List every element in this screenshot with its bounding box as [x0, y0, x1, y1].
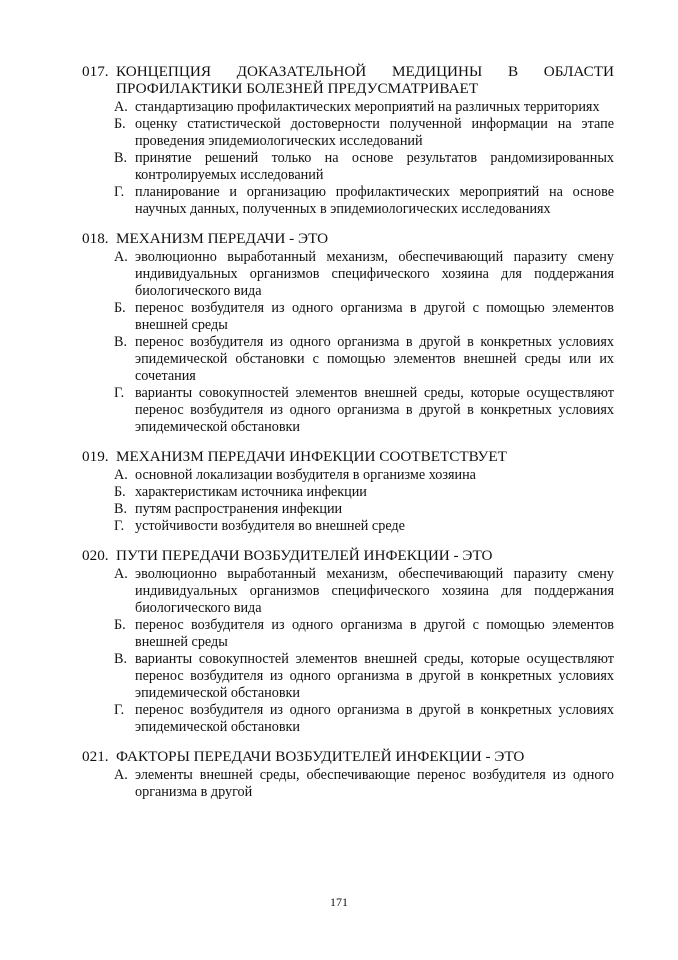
option-letter: В.	[114, 651, 128, 667]
question-021	[82, 748, 614, 801]
option-letter: Г.	[114, 518, 125, 534]
option-text: варианты совокупностей элементов внешней среды, которые осуществляют перенос возбудителя из одного организма в другой в конкретных условиях эпидемической обстановки	[135, 651, 614, 701]
answer-option	[114, 501, 614, 518]
answer-option	[114, 651, 614, 702]
answer-option	[114, 566, 614, 617]
answer-option	[114, 150, 614, 184]
question-number: 018.	[82, 230, 109, 247]
answer-option	[114, 767, 614, 801]
question-number: 017.	[82, 63, 109, 80]
option-letter: Б.	[114, 617, 126, 633]
question-019	[82, 448, 614, 535]
option-text: принятие решений только на основе результатов рандомизированных контролируемых исследований	[135, 150, 614, 183]
answer-option	[114, 484, 614, 501]
question-number: 020.	[82, 547, 109, 564]
document-page	[82, 63, 614, 813]
answer-option	[114, 385, 614, 436]
option-text: перенос возбудителя из одного организма в другой с помощью элементов внешней среды	[135, 617, 614, 650]
answer-options	[114, 467, 614, 535]
page-number: 171	[330, 895, 348, 909]
answer-option	[114, 467, 614, 484]
option-text: варианты совокупностей элементов внешней среды, которые осуществляют перенос возбудителя из одного организма в другой в конкретных условиях эпидемической обстановки	[135, 385, 614, 435]
option-text: стандартизацию профилактических мероприятий на различных территориях	[135, 99, 600, 115]
question-018	[82, 230, 614, 436]
option-text: планирование и организацию профилактических мероприятий на основе научных данных, полученных в эпидемиологических исследованиях	[135, 184, 614, 217]
option-letter: А.	[114, 467, 128, 483]
answer-option	[114, 116, 614, 150]
option-letter: Б.	[114, 484, 126, 500]
answer-option	[114, 184, 614, 218]
option-text: эволюционно выработанный механизм, обеспечивающий паразиту смену индивидуальных организмов специфического хозяина для поддержания биологического вида	[135, 249, 614, 299]
answer-option	[114, 99, 614, 116]
option-text: перенос возбудителя из одного организма в другой в конкретных условиях эпидемической обстановки	[135, 702, 614, 735]
question-title: МЕХАНИЗМ ПЕРЕДАЧИ ИНФЕКЦИИ СООТВЕТСТВУЕТ	[116, 448, 507, 465]
option-text: основной локализации возбудителя в организме хозяина	[135, 467, 476, 483]
option-letter: Г.	[114, 385, 125, 401]
option-letter: А.	[114, 767, 128, 783]
question-title: МЕХАНИЗМ ПЕРЕДАЧИ - ЭТО	[116, 230, 329, 247]
option-text: устойчивости возбудителя во внешней среде	[135, 518, 405, 534]
option-letter: В.	[114, 501, 128, 517]
option-letter: В.	[114, 334, 128, 350]
option-text: элементы внешней среды, обеспечивающие перенос возбудителя из одного организма в другой	[135, 767, 614, 800]
option-text: оценку статистической достоверности полученной информации на этапе проведения эпидемиологических исследований	[135, 116, 614, 149]
answer-options	[114, 99, 614, 218]
answer-options	[114, 767, 614, 801]
question-number: 021.	[82, 748, 109, 765]
answer-options	[114, 566, 614, 736]
option-text: характеристикам источника инфекции	[135, 484, 367, 500]
option-letter: Б.	[114, 116, 126, 132]
option-letter: Г.	[114, 702, 125, 718]
option-letter: Г.	[114, 184, 125, 200]
option-letter: А.	[114, 566, 128, 582]
question-title: КОНЦЕПЦИЯ ДОКАЗАТЕЛЬНОЙ МЕДИЦИНЫ В ОБЛАСТИ ПРОФИЛАКТИКИ БОЛЕЗНЕЙ ПРЕДУСМАТРИВАЕТ	[116, 63, 614, 97]
answer-option	[114, 518, 614, 535]
question-title: ФАКТОРЫ ПЕРЕДАЧИ ВОЗБУДИТЕЛЕЙ ИНФЕКЦИИ - ЭТО	[116, 748, 525, 765]
question-017	[82, 63, 614, 218]
option-text: эволюционно выработанный механизм, обеспечивающий паразиту смену индивидуальных организмов специфического хозяина для поддержания биологического вида	[135, 566, 614, 616]
answer-option	[114, 702, 614, 736]
option-letter: В.	[114, 150, 128, 166]
question-020	[82, 547, 614, 736]
answer-options	[114, 249, 614, 436]
answer-option	[114, 617, 614, 651]
question-title: ПУТИ ПЕРЕДАЧИ ВОЗБУДИТЕЛЕЙ ИНФЕКЦИИ - ЭТО	[116, 547, 493, 564]
answer-option	[114, 300, 614, 334]
option-text: путям распространения инфекции	[135, 501, 343, 517]
answer-option	[114, 249, 614, 300]
answer-option	[114, 334, 614, 385]
question-number: 019.	[82, 448, 109, 465]
option-text: перенос возбудителя из одного организма в другой в конкретных условиях эпидемической обстановки с помощью элементов внешней среды или их сочетания	[135, 334, 614, 384]
option-letter: А.	[114, 99, 128, 115]
option-letter: А.	[114, 249, 128, 265]
option-letter: Б.	[114, 300, 126, 316]
option-text: перенос возбудителя из одного организма в другой с помощью элементов внешней среды	[135, 300, 614, 333]
